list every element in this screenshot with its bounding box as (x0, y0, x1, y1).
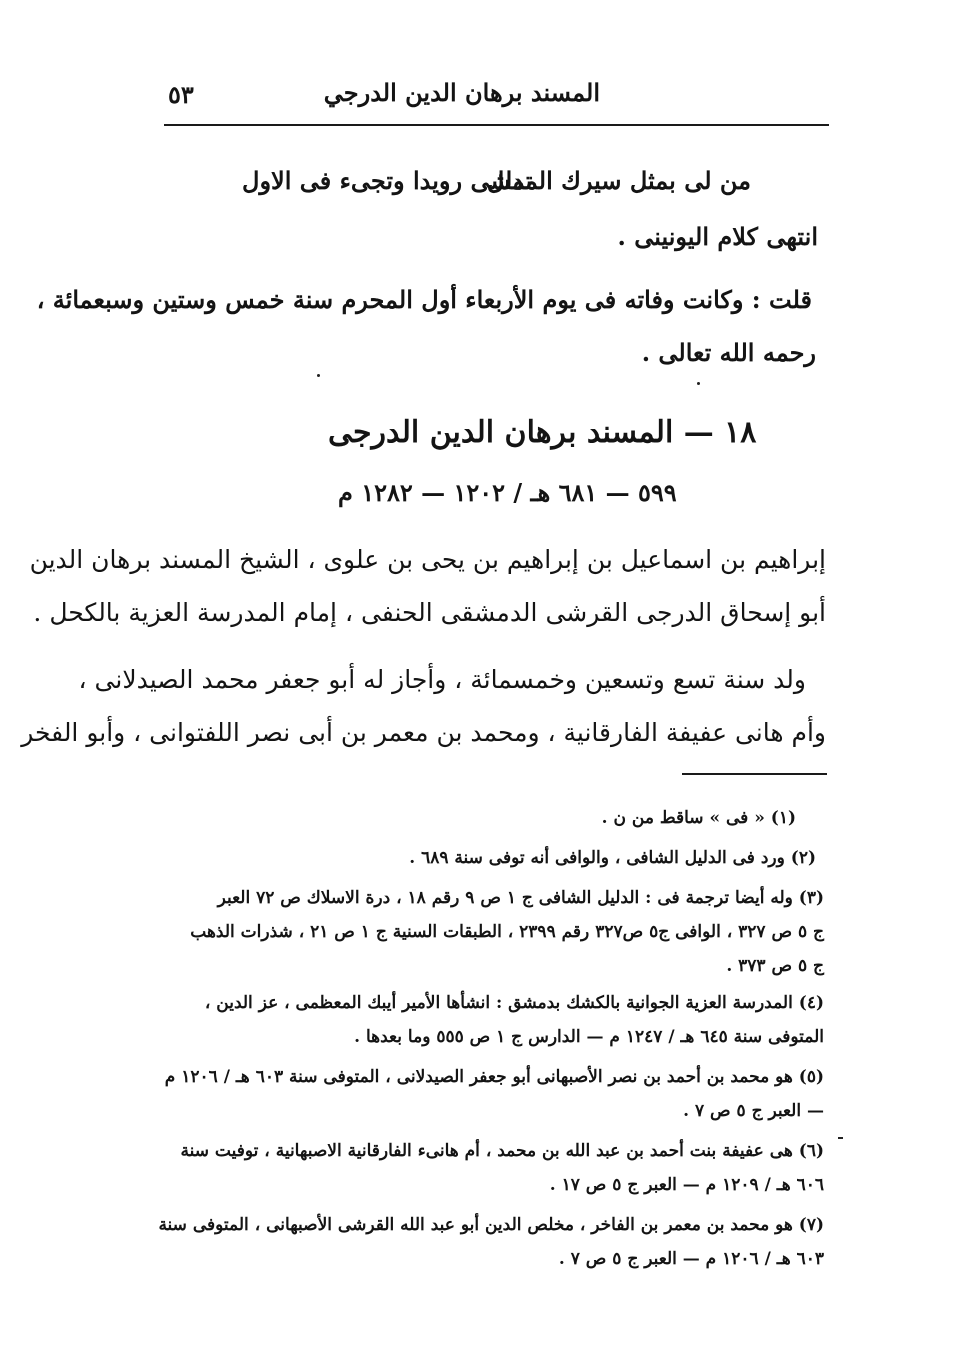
footnote-6-line: ٦٠٦ هـ / ١٢٠٩ م — العبر ج ٥ ص ١٧ . (549, 1175, 824, 1195)
paragraph-line: انتهى كلام اليونينى . (617, 222, 818, 251)
paragraph-line: رحمه الله تعالى . (641, 338, 816, 367)
poem-hemistich-right: من لى بمثل سيرك المدلل (486, 166, 751, 195)
biography-line: وأم هانى عفيفة الفارقانية ، ومحمد بن معمر بن أبى نصر اللفتوانى ، وأبو الفخر (21, 718, 826, 747)
running-header-title: المسند برهان الدين الدرجي (323, 78, 600, 107)
paragraph-line: قلت : وكانت وفاته فى يوم الأربعاء أول المحرم سنة خمس وستين وسبعمائة ، (36, 285, 812, 314)
footnote-3-line: ج ٥ ص ٣٢٧ ، الوافى ج٥ ص٣٢٧ رقم ٢٣٩٩ ، الطبقات السنية ج ١ ص ٢١ ، شذرات الذهب (190, 922, 824, 942)
footnote-5-line: (٥) هو محمد بن أحمد بن نصر الأصبهانى أبو جعفر الصيدلانى ، المتوفى سنة ٦٠٣ هـ / ١٢٠٦ م (164, 1067, 824, 1087)
print-speck (697, 382, 700, 385)
footnote-2: (٢) ورد فى الدليل الشافى ، والوافى أنه توفى سنة ٦٨٩ . (409, 848, 816, 868)
footnote-1: (١) « فى » ساقط من ن . (601, 808, 796, 828)
entry-title: ١٨ — المسند برهان الدين الدرجى (328, 415, 757, 450)
poem-hemistich-left: تمشى رويدا وتجىء فى الاول (242, 166, 533, 195)
biography-line: أبو إسحاق الدرجى القرشى الدمشقى الحنفى ، إمام المدرسة العزية بالكحل . (33, 598, 826, 627)
header-rule (164, 124, 829, 126)
page-number: ٥٣ (168, 80, 194, 109)
footnote-7-line: (٧) هو محمد بن معمر بن الفاخر ، مخلص الدين أبو عبد الله القرشى الأصبهانى ، المتوفى سنة (158, 1215, 824, 1235)
footnote-3-line: ج ٥ ص ٣٧٣ . (726, 956, 824, 976)
print-speck (317, 374, 320, 377)
print-speck (838, 1137, 843, 1139)
footnote-3-line: (٣) وله أيضا ترجمة فى : الدليل الشافى ج ١ ص ٩ رقم ١٨ ، درة الاسلاك ص ٧٢ العبر (217, 888, 824, 908)
biography-line: إبراهيم بن اسماعيل بن إبراهيم بن يحى بن علوى ، الشيخ المسند برهان الدين (29, 545, 826, 574)
footnote-4-line: المتوفى سنة ٦٤٥ هـ / ١٢٤٧ م — الدارس ج ١ ص ٥٥٥ وما بعدها . (354, 1027, 824, 1047)
footnote-7-line: ٦٠٣ هـ / ١٢٠٦ م — العبر ج ٥ ص ٧ . (558, 1249, 824, 1269)
footnote-rule (682, 773, 827, 775)
biography-line: ولد سنة تسع وتسعين وخمسمائة ، وأجاز له أبو جعفر محمد الصيدلانى ، (78, 665, 806, 694)
footnote-5-line: — العبر ج ٥ ص ٧ . (683, 1101, 824, 1121)
footnote-6-line: (٦) هى عفيفة بنت أحمد بن عبد الله بن محمد ، أم هانىء الفارقانية الاصبهانية ، توفيت سنة (180, 1141, 824, 1161)
entry-dates: ٥٩٩ — ٦٨١ هـ / ١٢٠٢ — ١٢٨٢ م (338, 478, 677, 507)
footnote-4-line: (٤) المدرسة العزية الجوانية بالكشك بدمشق : انشأها الأمير أيبك المعظمى ، عز الدين ، (204, 993, 824, 1013)
